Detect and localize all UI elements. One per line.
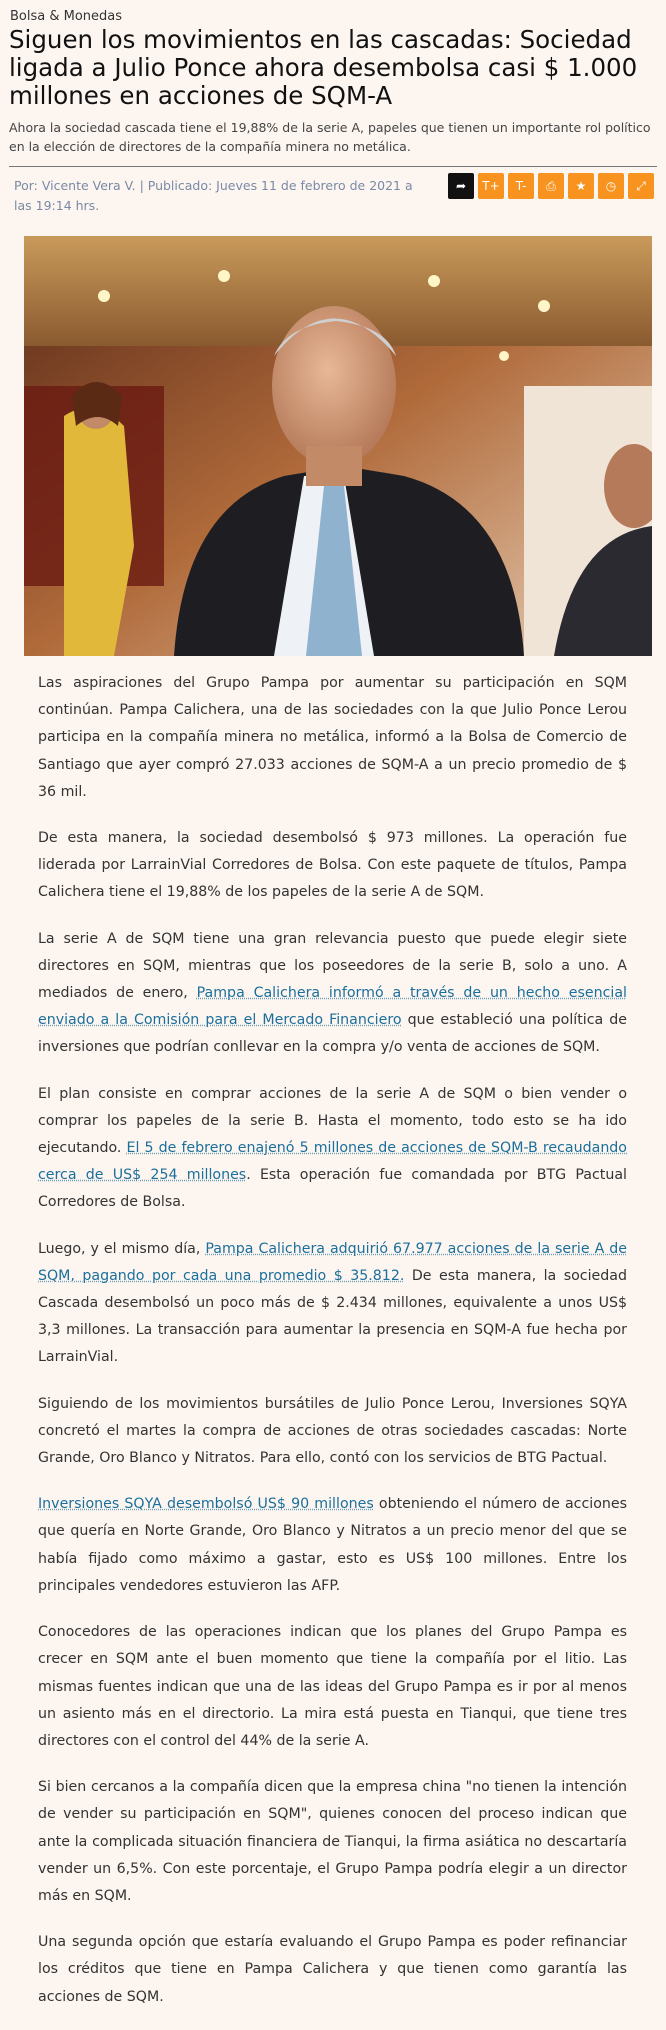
print-button[interactable]	[538, 173, 564, 199]
paragraph-text: El plan consiste en comprar acciones de la serie A de SQM o bien vender o comprar los papeles de la serie B. Hasta el momento, todo esto se ha ido ejecutando.	[38, 1085, 627, 1157]
paragraph-text: Siguiendo de los movimientos bursátiles de Julio Ponce Lerou, Inversiones SQYA concretó el martes la compra de acciones de otras sociedades cascadas: Norte Grande, Oro Blanco y Nitratos. Para ello, contó con los servicios de BTG Pactual.	[38, 1395, 627, 1467]
paragraph-text: De esta manera, la sociedad Cascada desembolsó un poco más de $ 2.434 millones, equivalente a unos US$ 3,3 millones. La transacción para aumentar la presencia en SQM-A fue hecha por LarrainVial.	[38, 1267, 627, 1366]
article-paragraph	[38, 1774, 627, 1910]
article-paragraph	[38, 1391, 627, 1473]
paragraph-text: que estableció una política de inversiones que podrían conllevar en la compra y/o venta de acciones de SQM.	[38, 1012, 627, 1056]
article-photo-illustration	[24, 236, 652, 656]
article-paragraph	[38, 926, 627, 1062]
article-byline: Por: Vicente Vera V. | Publicado: Jueves 11 de febrero de 2021 a las 19:14 hrs.	[14, 178, 413, 213]
paragraph-text: . Esta operación fue comandada por BTG Pactual Corredores de Bolsa.	[38, 1167, 627, 1211]
fullscreen-button[interactable]	[628, 173, 654, 199]
paragraph-text: Luego, y el mismo día,	[38, 1240, 206, 1257]
paragraph-text: Una segunda opción que estaría evaluando el Grupo Pampa es poder refinanciar los créditos que tiene en Pampa Calichera y que tienen como garantía las acciones de SQM.	[38, 1934, 627, 2005]
article-link[interactable]: Inversiones SQYA desembolsó US$ 90 millones	[38, 1496, 374, 1513]
article-toolbar	[448, 173, 654, 199]
article-paragraph	[38, 1619, 627, 1755]
article-link[interactable]: El 5 de febrero enajenó 5 millones de acciones de SQM-B recaudando cerca de US$ 254 millones	[38, 1140, 627, 1184]
increase-text-button[interactable]	[478, 173, 504, 199]
share-icon: ➦	[455, 179, 467, 193]
print-icon: ⎙	[546, 178, 556, 193]
article-paragraph	[38, 1236, 627, 1372]
paragraph-text: De esta manera, la sociedad desembolsó $ 973 millones. La operación fue liderada por LarrainVial Corredores de Bolsa. Con este paquete de títulos, Pampa Calichera tiene el 19,88% de los papeles de la serie A de SQM.	[38, 830, 627, 901]
article-paragraph	[38, 1081, 627, 1217]
paragraph-text: Conocedores de las operaciones indican que los planes del Grupo Pampa es crecer en SQM ante el buen momento que tiene la compañía por el litio. Las mismas fuentes indican que una de las ideas del Grupo Pampa es ir por al menos un asiento más en el directorio. La mira está puesta en Tianqui, que tiene tres directores con el control del 44% de la serie A.	[38, 1624, 627, 1749]
article-link[interactable]: Pampa Calichera adquirió 67.977 acciones de la serie A de SQM, pagando por cada una promedio $ 35.812.	[38, 1240, 628, 1284]
article-paragraph	[38, 1491, 627, 1600]
text-bigger-icon: T+	[482, 179, 500, 193]
section-label[interactable]: Bolsa & Monedas	[10, 9, 123, 24]
text-smaller-icon: T-	[515, 179, 527, 193]
article-paragraph	[38, 825, 627, 907]
article-headline: Siguen los movimientos en las cascadas: Sociedad ligada a Julio Ponce ahora desembolsa casi $ 1.000 millones en acciones de SQM-A	[9, 25, 638, 110]
clock-icon: ◷	[605, 179, 617, 193]
divider	[9, 166, 657, 167]
article-photo	[24, 236, 652, 656]
history-button[interactable]	[598, 173, 624, 199]
share-button[interactable]	[448, 173, 474, 199]
paragraph-text: La serie A de SQM tiene una gran relevancia puesto que puede elegir siete directores en SQM, mientras que los poseedores de la serie B, solo a uno. A mediados de enero,	[38, 930, 627, 1002]
paragraph-text: Si bien cercanos a la compañía dicen que la empresa china "no tienen la intención de vender su participación en SQM", quienes conocen del proceso indican que ante la complicada situación financiera de Tianqui, la firma asiática no descartaría vender un 6,5%. Con este porcentaje, el Grupo Pampa podría elegir a un director más en SQM.	[38, 1779, 627, 1904]
fullscreen-icon: ⤢	[636, 178, 646, 193]
article-link[interactable]: Pampa Calichera informó a través de un hecho esencial enviado a la Comisión para el Mercado Financiero	[38, 985, 627, 1029]
paragraph-text: obteniendo el número de acciones que quería en Norte Grande, Oro Blanco y Nitratos a un precio menor del que se había fijado como máximo a gastar, esto es US$ 100 millones. Entre los principales vendedores estuvieron las AFP.	[38, 1496, 627, 1594]
star-icon: ★	[575, 179, 587, 193]
article-body	[38, 670, 627, 2030]
article-subtitle: Ahora la sociedad cascada tiene el 19,88% de la serie A, papeles que tienen un importante rol político en la elección de directores de la compañía minera no metálica.	[9, 120, 651, 154]
decrease-text-button[interactable]	[508, 173, 534, 199]
article-paragraph	[38, 670, 627, 806]
article-paragraph	[38, 1929, 627, 2011]
favorite-button[interactable]	[568, 173, 594, 199]
paragraph-text: Las aspiraciones del Grupo Pampa por aumentar su participación en SQM continúan. Pampa Calichera, una de las sociedades con la que Julio Ponce Lerou participa en la compañía minera no metálica, informó a la Bolsa de Comercio de Santiago que ayer compró 27.033 acciones de SQM-A a un precio promedio de $ 36 mil.	[38, 675, 627, 800]
